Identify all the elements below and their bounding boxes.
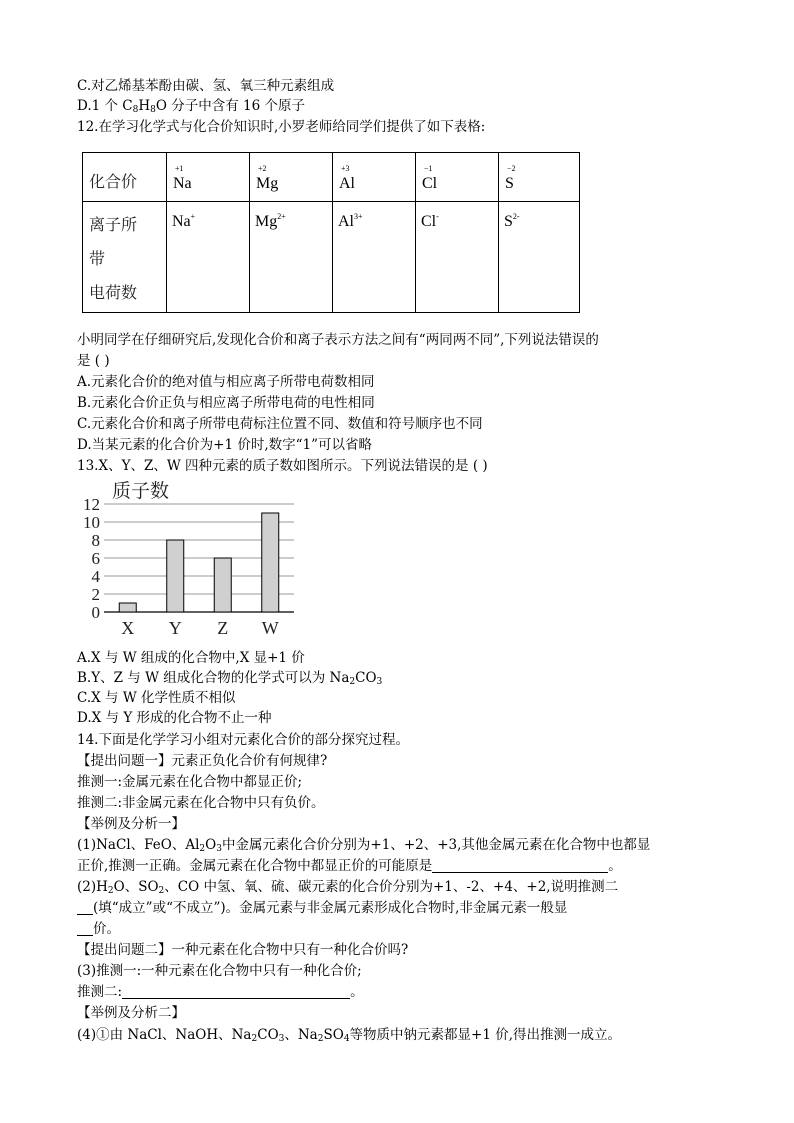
ion-cell: Cl- bbox=[421, 212, 439, 230]
bar-w bbox=[262, 513, 279, 612]
table-row bbox=[83, 202, 580, 313]
answer-blank[interactable] bbox=[432, 858, 608, 873]
q14-part2-line1: $(2)H_2O$、$SO_2$、CO 中氢、氧、硫、碳元素的化合价分别为+1、-2、+4、+2,说明推测二 bbox=[77, 879, 619, 896]
q12-option-a: A.元素化合价的绝对值与相应离子所带电荷数相同 bbox=[77, 374, 375, 390]
chart-title: 质子数 bbox=[112, 480, 170, 502]
x-tick-label: X bbox=[121, 618, 135, 638]
table-row bbox=[83, 153, 580, 202]
q12-stem: 12.在学习化学式与化合价知识时,小罗老师给同学们提供了如下表格: bbox=[77, 119, 486, 135]
x-tick-label: Z bbox=[217, 618, 229, 638]
q14-part4: (4)①由 NaCl、NaOH、$Na_2CO_3$、$Na_2SO_4$等物质中钠元素都显+1 价,得出推测一成立。 bbox=[77, 1027, 622, 1044]
y-tick-label: 2 bbox=[91, 585, 100, 604]
ion-cell: $Mg^{2+}$ bbox=[255, 212, 286, 230]
q14-part1-line1: (1)NaCl、FeO、$Al_2O_3$中金属元素化合价分别为+1、+2、+3,其他金属元素在化合物中也都显 bbox=[77, 837, 651, 854]
q14-heading-analysis1: 【举例及分析一】 bbox=[77, 816, 185, 832]
q13-option-a: A.X 与 W 组成的化合物中,X 显+1 价 bbox=[77, 650, 305, 666]
answer-blank[interactable] bbox=[77, 921, 93, 936]
q12-option-c: C.元素化合价和离子所带电荷标注位置不同、数值和符号顺序也不同 bbox=[77, 416, 483, 432]
q11-option-d: D.1 个 $C_8H_8O$ 分子中含有 16 个原子 bbox=[77, 98, 306, 115]
bar-z bbox=[214, 558, 231, 612]
ion-cell: $Al^{3+}$ bbox=[338, 212, 363, 230]
y-tick-label: 12 bbox=[83, 495, 100, 514]
proton-number-bar-chart bbox=[82, 475, 302, 645]
ion-cell: Na+ bbox=[172, 212, 196, 230]
y-tick-label: 10 bbox=[83, 513, 100, 532]
q14-heading-analysis2: 【举例及分析二】 bbox=[77, 1005, 185, 1021]
bar-y bbox=[167, 540, 184, 612]
y-tick-label: 4 bbox=[91, 567, 100, 586]
q13-option-b: B.Y、Z 与 W 组成化合物的化学式可以为 $Na_2CO_3$ bbox=[77, 670, 383, 687]
q12-option-b: B.元素化合价正负与相应离子所带电荷的电性相同 bbox=[77, 395, 375, 411]
bar-x bbox=[119, 603, 136, 612]
y-tick-label: 0 bbox=[91, 603, 100, 622]
answer-blank[interactable] bbox=[122, 984, 350, 999]
q12-option-d: D.当某元素的化合价为+1 价时,数字“1”可以省略 bbox=[77, 437, 373, 453]
q13-stem: 13.X、Y、Z、W 四种元素的质子数如图所示。下列说法错误的是 ( ) bbox=[77, 458, 488, 474]
row-label-charge: 离子所 带 电荷数 bbox=[89, 215, 138, 302]
q14-stem: 14.下面是化学学习小组对元素化合价的部分探究过程。 bbox=[77, 732, 409, 748]
q14-heading-question1: 【提出问题一】元素正负化合价有何规律? bbox=[77, 753, 328, 769]
q13-option-d: D.X 与 Y 形成的化合物不止一种 bbox=[77, 710, 272, 726]
q14-guess2: 推测二:非金属元素在化合物中只有负价。 bbox=[77, 795, 325, 811]
valence-table bbox=[82, 152, 580, 313]
q14-part3-line2: 推测二: 。 bbox=[77, 984, 364, 1000]
x-tick-label: W bbox=[261, 618, 279, 638]
valence-cell: +3 Al bbox=[339, 164, 355, 192]
x-tick-label: Y bbox=[168, 618, 182, 638]
valence-cell: −2 S bbox=[505, 164, 516, 192]
ion-cell: $S^{2-}$ bbox=[504, 212, 520, 230]
row-label-valence: 化合价 bbox=[89, 172, 138, 191]
y-tick-label: 6 bbox=[91, 549, 100, 568]
q12-desc-line1: 小明同学在仔细研究后,发现化合价和离子表示方法之间有“两同两不同”,下列说法错误的 bbox=[77, 332, 599, 348]
q11-option-c: C.对乙烯基苯酚由碳、氢、氧三种元素组成 bbox=[77, 78, 335, 94]
valence-cell: −1 Cl bbox=[422, 164, 438, 192]
valence-cell: +2 Mg bbox=[256, 164, 279, 192]
q14-part2-line3: 价。 bbox=[77, 920, 120, 938]
y-tick-label: 8 bbox=[91, 531, 100, 550]
q12-desc-line2: 是 ( ) bbox=[77, 353, 110, 369]
answer-blank[interactable] bbox=[77, 900, 93, 915]
q14-heading-question2: 【提出问题二】一种元素在化合物中只有一种化合价吗? bbox=[77, 942, 409, 958]
q14-part1-line2: 正价,推测一正确。金属元素在化合物中都显正价的可能原是 。 bbox=[77, 858, 622, 874]
valence-cell: +1 Na bbox=[173, 164, 192, 192]
q14-guess1: 推测一:金属元素在化合物中都显正价; bbox=[77, 774, 303, 790]
q14-part3-line1: (3)推测一:一种元素在化合物中只有一种化合价; bbox=[77, 963, 362, 979]
q14-part2-line2: (填“成立”或“不成立”)。金属元素与非金属元素形成化合物时,非金属元素一般显 bbox=[77, 899, 567, 917]
q13-option-c: C.X 与 W 化学性质不相似 bbox=[77, 690, 236, 706]
